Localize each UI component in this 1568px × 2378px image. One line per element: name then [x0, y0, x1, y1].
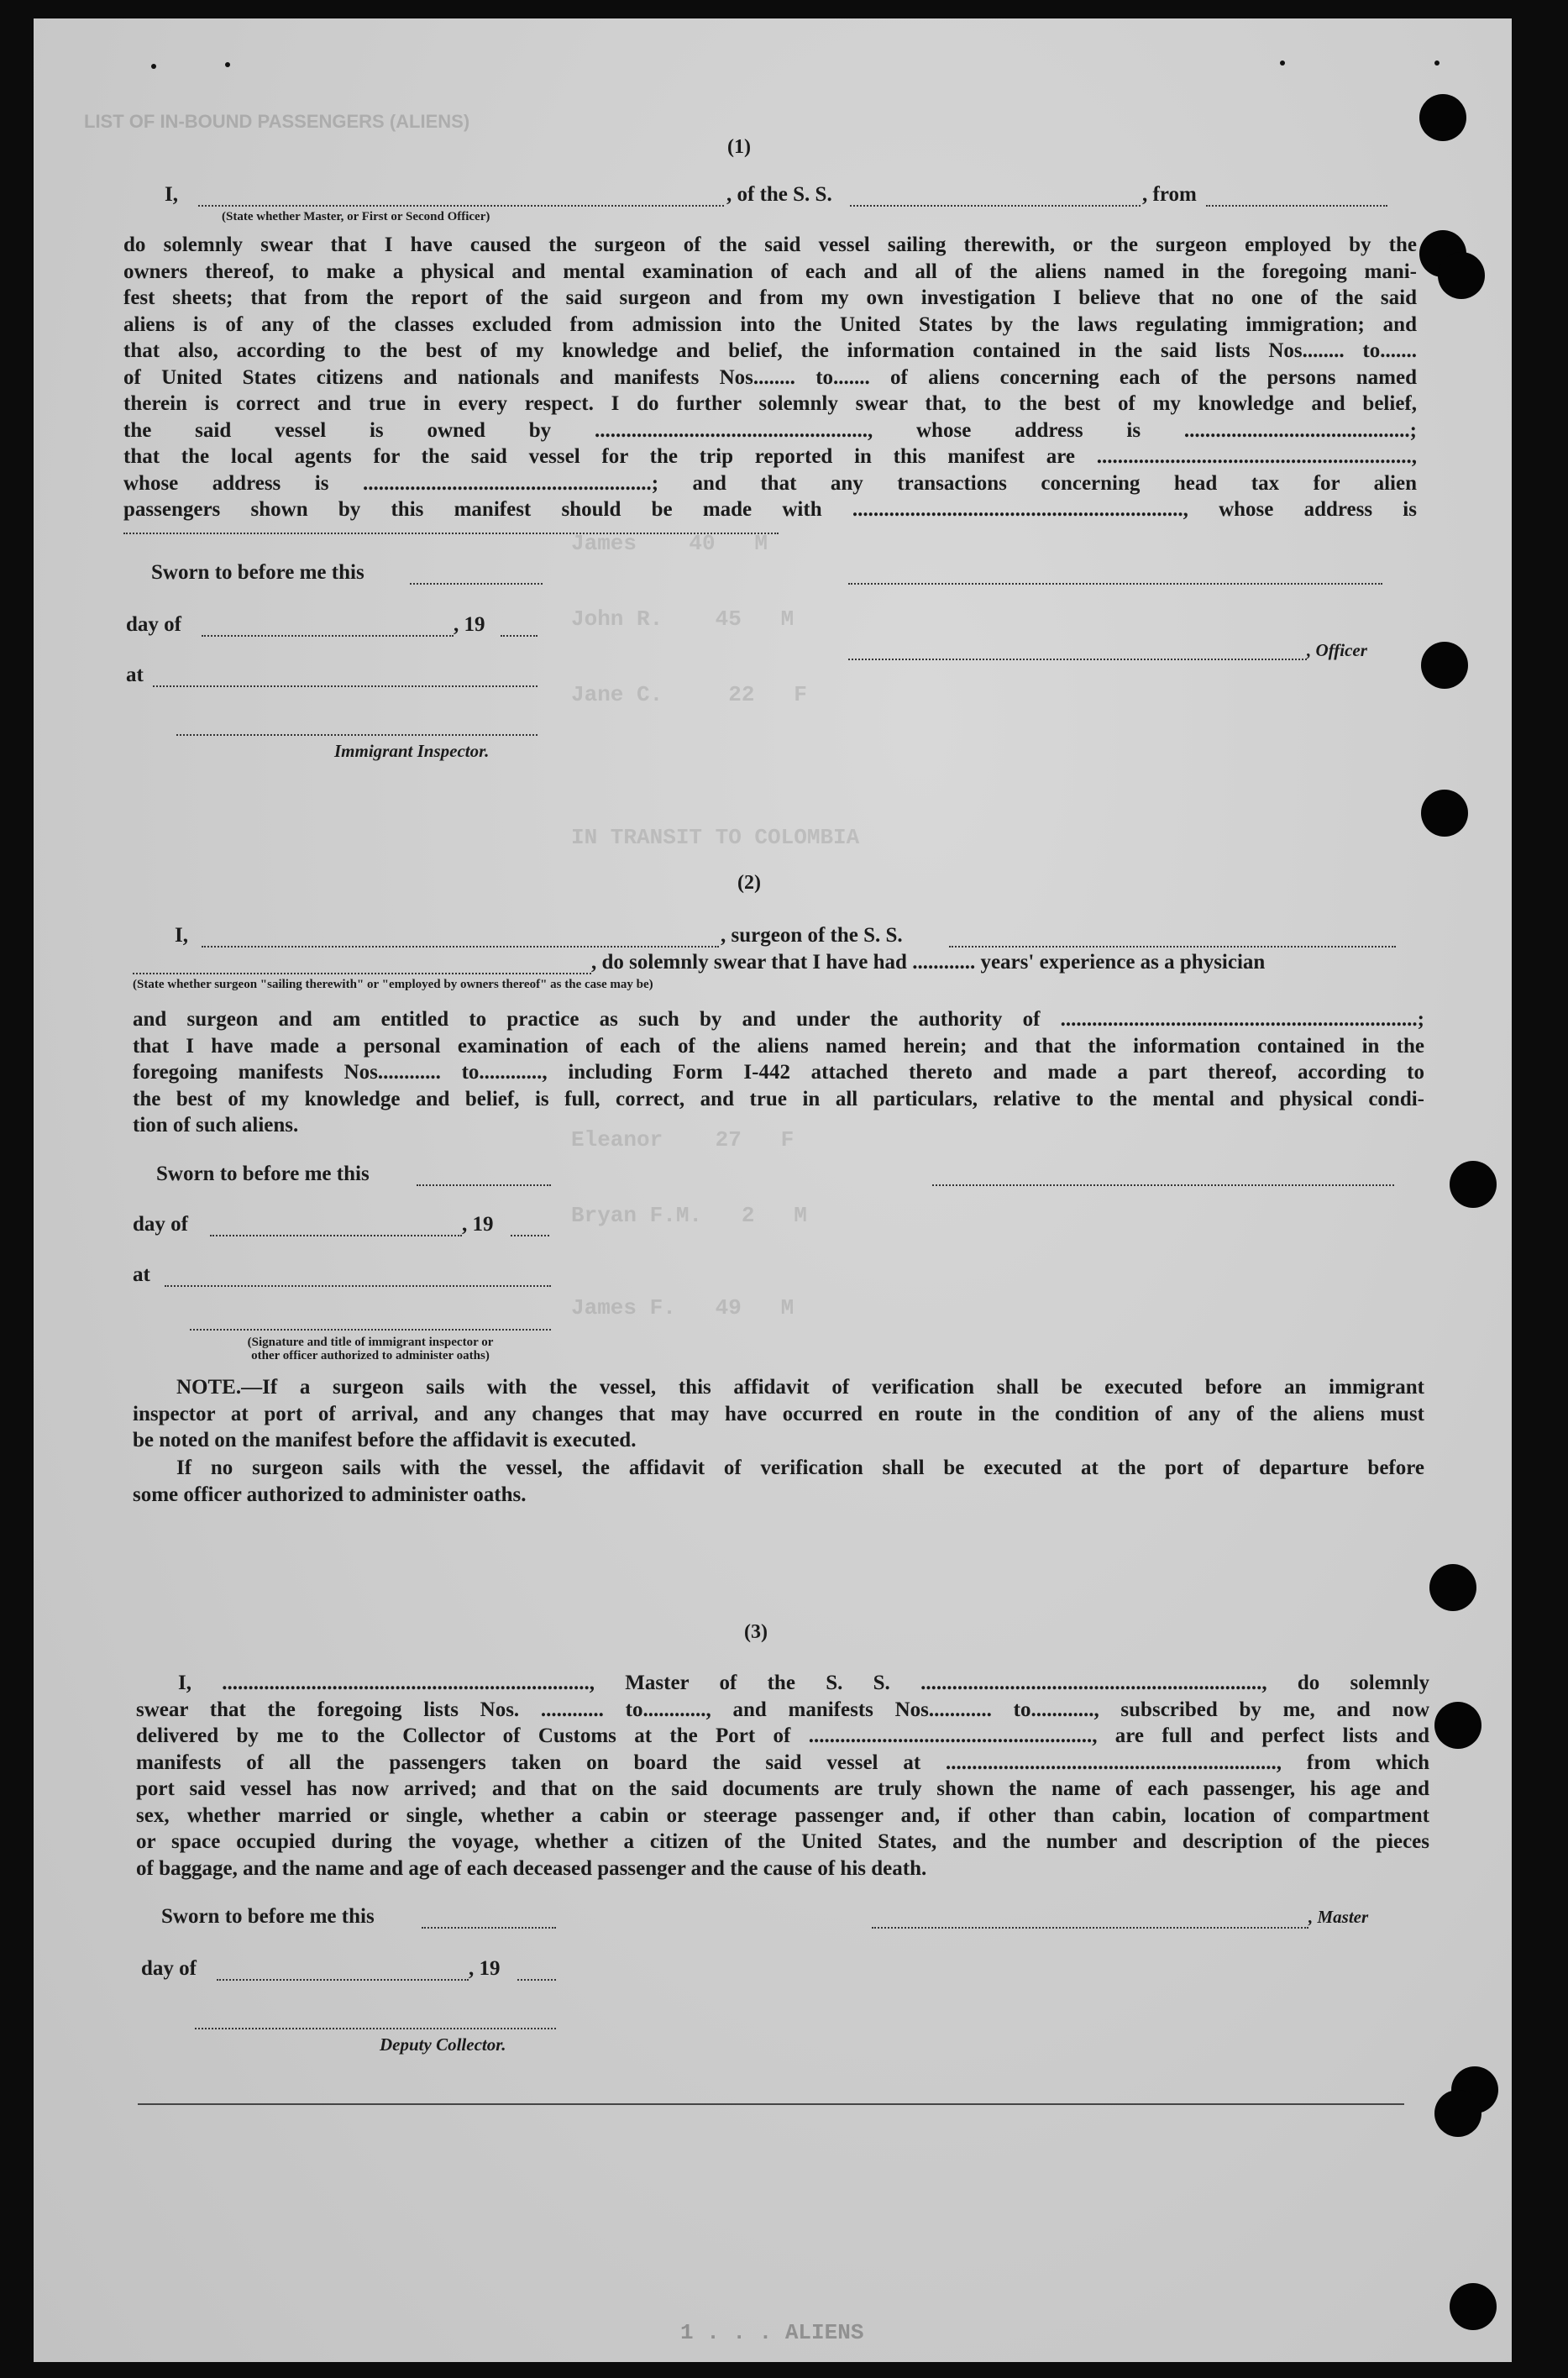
month-field[interactable]	[202, 635, 454, 637]
sworn-date-field[interactable]	[422, 1927, 556, 1929]
affidavit-line: that I have made a personal examination of each of the aliens named herein; and that the information contained in the	[133, 1034, 1424, 1058]
punch-hole	[1434, 2090, 1481, 2137]
master-signature-field[interactable]	[872, 1927, 1308, 1929]
officer-label: , Officer	[1307, 640, 1367, 660]
inspector-signature-field[interactable]	[190, 1329, 551, 1331]
caption-line: other officer authorized to administer oaths)	[251, 1349, 490, 1362]
form-sheet	[34, 18, 1512, 2362]
affidavit-line: fest sheets; that from the report of the said surgeon and from my own investigation I believe that no one of the said	[123, 286, 1417, 309]
year-field[interactable]	[501, 635, 538, 637]
section-2-number: (2)	[737, 872, 761, 894]
affidavit-line: whose address is .......................................................; and that any transactions concerning head tax for alien	[123, 471, 1417, 495]
caption-line: (Signature and title of immigrant inspector or	[247, 1336, 494, 1349]
affidavit-line: of baggage, and the name and age of each deceased passenger and the cause of his death.	[136, 1856, 927, 1880]
note-line: If no surgeon sails with the vessel, the affidavit of verification shall be executed at the port of departure before	[176, 1457, 1424, 1479]
affidavit-line: manifests of all the passengers taken on board the said vessel at ..............................................................., from which	[136, 1751, 1429, 1774]
note-line: NOTE.—If a surgeon sails with the vessel, this affidavit of verification shall be executed before an immigrant	[176, 1376, 1424, 1399]
note-line: be noted on the manifest before the affidavit is executed.	[133, 1429, 637, 1451]
affidavit-line: and surgeon and am entitled to practice as such by and under the authority of ....................................................................;	[133, 1008, 1424, 1031]
affidavit-line: aliens is of any of the classes excluded from admission into the United States by the laws regulating immigration; and	[123, 312, 1417, 336]
month-field[interactable]	[210, 1235, 462, 1236]
note-paragraph-2	[133, 1455, 1424, 1508]
affidavit-line: that also, according to the best of my knowledge and belief, the information contained in the said lists Nos........ to.......	[123, 339, 1417, 362]
note-line: inspector at port of arrival, and any changes that may have occurred en route in the condition of any of the aliens must	[133, 1402, 1424, 1425]
section-3-affidavit	[136, 1670, 1429, 1882]
sworn-label: Sworn to before me this	[156, 1163, 370, 1185]
sworn-label: Sworn to before me this	[161, 1905, 375, 1928]
from-port-field[interactable]	[1206, 205, 1387, 207]
year-field[interactable]	[517, 1979, 556, 1981]
affidavit-line: of United States citizens and nationals and manifests Nos........ to....... of aliens concerning each of the persons named	[123, 365, 1417, 389]
bleed-through-text: Bryan F.M. 2 M	[571, 1203, 807, 1228]
speck	[1280, 60, 1285, 66]
punch-hole	[1421, 642, 1468, 689]
month-field[interactable]	[217, 1979, 469, 1981]
footer-stamp: 1 . . . ALIENS	[680, 2320, 864, 2345]
affidavit-line: foregoing manifests Nos............ to............, including Form I-442 attached thereto and made a part thereof, according to	[133, 1061, 1424, 1084]
surgeon-signature-field[interactable]	[932, 1184, 1394, 1186]
punch-hole	[1450, 2283, 1497, 2330]
surgeon-vessel-field[interactable]	[949, 946, 1396, 948]
from-label: , from	[1142, 183, 1197, 206]
speck	[151, 64, 156, 69]
note-paragraph	[133, 1374, 1424, 1454]
at-place-field[interactable]	[153, 685, 538, 687]
affidavit-line: swear that the foregoing lists Nos. ............ to............, and manifests Nos............ to............, subscribed by me, and now	[136, 1698, 1429, 1721]
sworn-label: Sworn to before me this	[151, 561, 364, 584]
affidavit-line: sex, whether married or single, whether a cabin or steerage passenger and, if other than cabin, location of compartment	[136, 1803, 1429, 1827]
section-3-number: (3)	[744, 1621, 768, 1643]
inspector-label: Immigrant Inspector.	[334, 741, 490, 761]
section-1-number: (1)	[727, 136, 751, 158]
punch-hole	[1419, 94, 1466, 141]
bleed-through-header: LIST OF IN-BOUND PASSENGERS (ALIENS)	[84, 111, 470, 132]
sworn-date-field[interactable]	[410, 583, 543, 585]
day-of-label: day of	[126, 613, 181, 636]
affidavit-line: I, ......................................................................, Master of the S. S. ................................................................., do solemnly	[178, 1672, 1429, 1694]
section-2-i: I,	[175, 924, 188, 947]
bleed-through-text: Eleanor 27 F	[571, 1127, 794, 1152]
section-2-affidavit	[133, 1006, 1424, 1139]
surgeon-status-field[interactable]	[133, 973, 591, 974]
deputy-signature-field[interactable]	[195, 2028, 556, 2029]
day-of-label: day of	[141, 1957, 197, 1980]
surgeon-caption: (State whether surgeon "sailing therewith" or "employed by owners thereof" as the case may be)	[133, 978, 653, 991]
bleed-through-text: James 40 M	[571, 531, 768, 556]
punch-hole	[1429, 1564, 1476, 1611]
affidavit-line: the best of my knowledge and belief, is full, correct, and true in all particulars, relative to the mental and physical condi-	[133, 1087, 1424, 1110]
affidavit-line: that the local agents for the said vessel for the trip reported in this manifest are ............................................................,	[123, 445, 1417, 468]
at-label: at	[126, 664, 144, 686]
section-1-i: I,	[165, 183, 178, 206]
affidavit-line: therein is correct and true in every respect. I do further solemnly swear that, to the best of my knowledge and belief,	[123, 392, 1417, 415]
deputy-collector-label: Deputy Collector.	[380, 2034, 506, 2055]
punch-hole	[1434, 1702, 1481, 1749]
punch-hole	[1421, 790, 1468, 837]
day-of-label: day of	[133, 1213, 188, 1236]
bleed-through-text: Jane C. 22 F	[571, 682, 807, 707]
of-ss-label: , of the S. S.	[726, 183, 832, 206]
bleed-through-text: John R. 45 M	[571, 606, 794, 632]
vessel-name-field[interactable]	[850, 205, 1141, 207]
bleed-through-text: James F. 49 M	[571, 1295, 794, 1320]
at-label: at	[133, 1263, 150, 1286]
affidavit-line: passengers shown by this manifest should be made with ..............................................................., whose address is	[123, 498, 1417, 521]
inspector-signature-field[interactable]	[176, 734, 538, 736]
year-label: , 19	[454, 613, 485, 636]
affidavit-line: owners thereof, to make a physical and mental examination of each and all of the aliens named in the foregoing mani-	[123, 260, 1417, 283]
punch-hole	[1438, 252, 1485, 299]
master-label: , Master	[1308, 1907, 1369, 1927]
officer-title-field[interactable]	[848, 659, 1307, 660]
bottom-rule	[138, 2103, 1404, 2105]
year-field[interactable]	[511, 1235, 549, 1236]
address-continuation-field[interactable]	[123, 533, 779, 534]
inspector-sig-caption	[190, 1336, 551, 1362]
surgeon-swear-text: , do solemnly swear that I have had ............ years' experience as a physician	[591, 951, 1266, 974]
bleed-through-text: IN TRANSIT TO COLOMBIA	[571, 825, 860, 850]
master-caption: (State whether Master, or First or Second Officer)	[222, 210, 490, 223]
at-place-field[interactable]	[165, 1285, 551, 1287]
master-name-field[interactable]	[198, 205, 724, 207]
year-label: , 19	[469, 1957, 501, 1980]
speck	[1434, 60, 1440, 66]
surgeon-of-label: , surgeon of the S. S.	[721, 924, 903, 947]
affidavit-line: or space occupied during the voyage, whether a citizen of the United States, and the number and description of the pieces	[136, 1830, 1429, 1853]
affidavit-line: tion of such aliens.	[133, 1114, 299, 1137]
punch-hole	[1450, 1161, 1497, 1208]
affidavit-line: delivered by me to the Collector of Customs at the Port of ......................................................, are full and perfect lists and	[136, 1724, 1429, 1747]
speck	[225, 62, 230, 67]
surgeon-name-field[interactable]	[202, 946, 719, 948]
affidavit-line: do solemnly swear that I have caused the surgeon of the said vessel sailing therewith, or the surgeon employed by the	[123, 234, 1417, 256]
affidavit-line: port said vessel has now arrived; and that on the said documents are truly shown the name of each passenger, his age and	[136, 1777, 1429, 1800]
year-label: , 19	[462, 1213, 494, 1236]
affidavit-line: the said vessel is owned by ...................................................., whose address is ...........................................;	[123, 418, 1417, 442]
section-1-affidavit	[123, 232, 1417, 523]
officer-signature-field[interactable]	[848, 583, 1382, 585]
note-line: some officer authorized to administer oaths.	[133, 1483, 527, 1506]
sworn-date-field[interactable]	[417, 1184, 551, 1186]
